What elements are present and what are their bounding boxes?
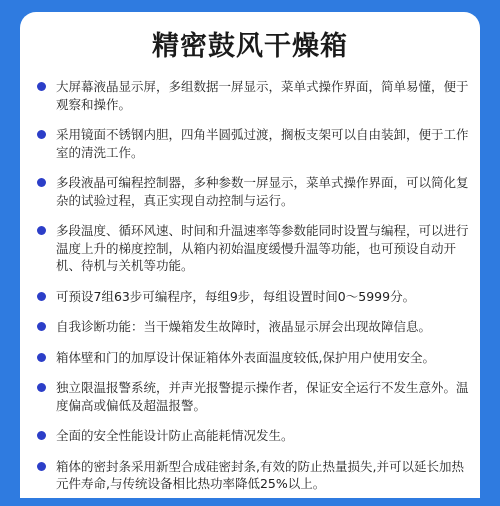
bullet-icon [37,322,46,331]
bullet-icon [37,178,46,187]
list-item [34,288,470,306]
list-item [34,222,470,275]
bullet-icon [37,226,46,235]
feature-text: 箱体的密封条采用新型合成硅密封条,有效的防止热量损失,并可以延长加热元件寿命,与传统设备相比热功率降低25%以上。 [56,458,464,491]
list-item [34,379,470,414]
bullet-icon [37,353,46,362]
bullet-icon [37,292,46,301]
bullet-icon [37,462,46,471]
feature-text: 独立限温报警系统，并声光报警提示操作者，保证安全运行不发生意外。温度偏高或偏低及超温报警。 [56,380,469,413]
bullet-icon [37,383,46,392]
list-item [34,318,470,336]
page-title: 精密鼓风干燥箱 [152,31,348,62]
bullet-icon [37,82,46,91]
list-item [34,458,470,493]
bullet-icon [37,431,46,440]
feature-text: 可预设7组63步可编程序，每组9步，每组设置时间0～5999分。 [56,288,416,304]
feature-text: 箱体壁和门的加厚设计保证箱体外表面温度较低,保护用户使用安全。 [56,349,435,365]
list-item [34,78,470,113]
feature-text: 大屏幕液晶显示屏，多组数据一屏显示，菜单式操作界面，简单易懂，便于观察和操作。 [56,79,469,112]
feature-list [34,78,470,506]
feature-text: 自我诊断功能：当干燥箱发生故障时，液晶显示屏会出现故障信息。 [56,319,432,334]
list-item [34,427,470,445]
list-item [34,349,470,367]
bullet-icon [37,130,46,139]
feature-text: 多段温度、循环风速、时间和升温速率等参数能同时设置与编程，可以进行温度上升的梯度控制，从箱内初始温度缓慢升温等功能，也可预设自动开机、待机与关机等功能。 [56,223,469,273]
feature-text: 多段液晶可编程控制器，多种参数一屏显示，菜单式操作界面，可以简化复杂的试验过程，真正实现自动控制与运行。 [56,175,469,208]
content-card [20,12,480,498]
feature-text: 采用镜面不锈钢内胆，四角半圆弧过渡，搁板支架可以自由装卸，便于工作室的清洗工作。 [56,127,469,160]
list-item [34,126,470,161]
list-item [34,174,470,209]
feature-text: 全面的安全性能设计防止高能耗情况发生。 [56,428,294,443]
